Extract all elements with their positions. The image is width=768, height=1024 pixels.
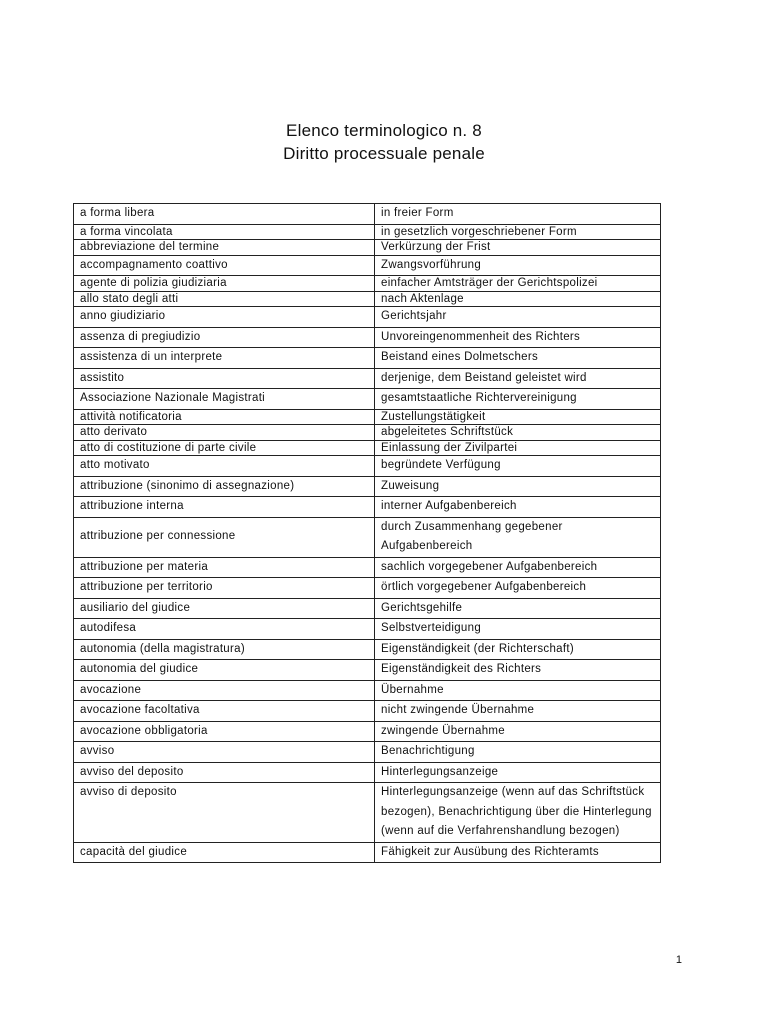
table-row [74,701,661,722]
table-row [74,327,661,348]
table-row [74,497,661,518]
term-german: Selbstverteidigung [375,619,661,640]
table-row [74,425,661,441]
term-german: Beistand eines Dolmetschers [375,348,661,369]
table-row [74,204,661,225]
term-german: durch Zusammenhang gegebener Aufgabenbereich [375,517,661,557]
document-title: Elenco terminologico n. 8 [286,121,482,140]
term-german: gesamtstaatliche Richtervereinigung [375,389,661,410]
term-italian: avviso [74,742,375,763]
term-german: nach Aktenlage [375,291,661,307]
document-heading [0,119,768,165]
term-german: Benachrichtigung [375,742,661,763]
term-italian: avocazione facoltativa [74,701,375,722]
table-row [74,456,661,477]
term-italian: Associazione Nazionale Magistrati [74,389,375,410]
term-italian: autonomia del giudice [74,660,375,681]
table-row [74,240,661,256]
document-subtitle: Diritto processuale penale [283,144,485,163]
table-row [74,389,661,410]
term-german: zwingende Übernahme [375,721,661,742]
term-italian: avocazione [74,680,375,701]
term-italian: a forma libera [74,204,375,225]
term-german: örtlich vorgegebener Aufgabenbereich [375,578,661,599]
term-german: Fähigkeit zur Ausübung des Richteramts [375,842,661,863]
term-italian: a forma vincolata [74,224,375,240]
term-italian: attribuzione interna [74,497,375,518]
term-italian: atto di costituzione di parte civile [74,440,375,456]
term-italian: ausiliario del giudice [74,598,375,619]
table-row [74,291,661,307]
term-italian: autonomia (della magistratura) [74,639,375,660]
term-italian: assenza di pregiudizio [74,327,375,348]
term-italian: attribuzione (sinonimo di assegnazione) [74,476,375,497]
table-row [74,680,661,701]
table-row [74,762,661,783]
terminology-table [73,203,661,863]
table-row [74,557,661,578]
table-row [74,517,661,557]
table-row [74,224,661,240]
table-row [74,348,661,369]
table-row [74,721,661,742]
term-german: derjenige, dem Beistand geleistet wird [375,368,661,389]
term-german: Gerichtsgehilfe [375,598,661,619]
term-italian: attribuzione per materia [74,557,375,578]
table-row [74,440,661,456]
table-row [74,307,661,328]
term-german: Einlassung der Zivilpartei [375,440,661,456]
term-german: Gerichtsjahr [375,307,661,328]
table-row [74,368,661,389]
term-italian: assistito [74,368,375,389]
term-german: in freier Form [375,204,661,225]
term-italian: capacità del giudice [74,842,375,863]
table-row [74,598,661,619]
term-german: einfacher Amtsträger der Gerichtspolizei [375,276,661,292]
term-german: Eigenständigkeit des Richters [375,660,661,681]
term-italian: assistenza di un interprete [74,348,375,369]
table-row [74,578,661,599]
term-german: begründete Verfügung [375,456,661,477]
term-italian: abbreviazione del termine [74,240,375,256]
term-italian: atto motivato [74,456,375,477]
table-row [74,255,661,276]
term-german: nicht zwingende Übernahme [375,701,661,722]
term-italian: anno giudiziario [74,307,375,328]
table-row [74,842,661,863]
term-italian: agente di polizia giudiziaria [74,276,375,292]
term-german: Zustellungstätigkeit [375,409,661,425]
term-italian: avocazione obbligatoria [74,721,375,742]
term-italian: avviso del deposito [74,762,375,783]
table-row [74,660,661,681]
term-german: Eigenständigkeit (der Richterschaft) [375,639,661,660]
term-german: Hinterlegungsanzeige (wenn auf das Schriftstück bezogen), Benachrichtigung über die Hinterlegung (wenn auf die Verfahrenshandlung bezogen) [375,783,661,843]
table-row [74,619,661,640]
term-german: abgeleitetes Schriftstück [375,425,661,441]
term-italian: avviso di deposito [74,783,375,843]
term-italian: allo stato degli atti [74,291,375,307]
term-italian: accompagnamento coattivo [74,255,375,276]
term-german: Unvoreingenommenheit des Richters [375,327,661,348]
term-german: interner Aufgabenbereich [375,497,661,518]
table-row [74,276,661,292]
table-row [74,639,661,660]
term-italian: attribuzione per connessione [74,517,375,557]
term-italian: attività notificatoria [74,409,375,425]
table-row [74,409,661,425]
table-row [74,783,661,843]
term-german: Übernahme [375,680,661,701]
term-german: sachlich vorgegebener Aufgabenbereich [375,557,661,578]
page-number: 1 [675,954,682,966]
term-german: Zwangsvorführung [375,255,661,276]
term-italian: atto derivato [74,425,375,441]
term-german: in gesetzlich vorgeschriebener Form [375,224,661,240]
term-german: Verkürzung der Frist [375,240,661,256]
term-german: Zuweisung [375,476,661,497]
term-german: Hinterlegungsanzeige [375,762,661,783]
term-italian: autodifesa [74,619,375,640]
table-row [74,742,661,763]
term-italian: attribuzione per territorio [74,578,375,599]
table-row [74,476,661,497]
